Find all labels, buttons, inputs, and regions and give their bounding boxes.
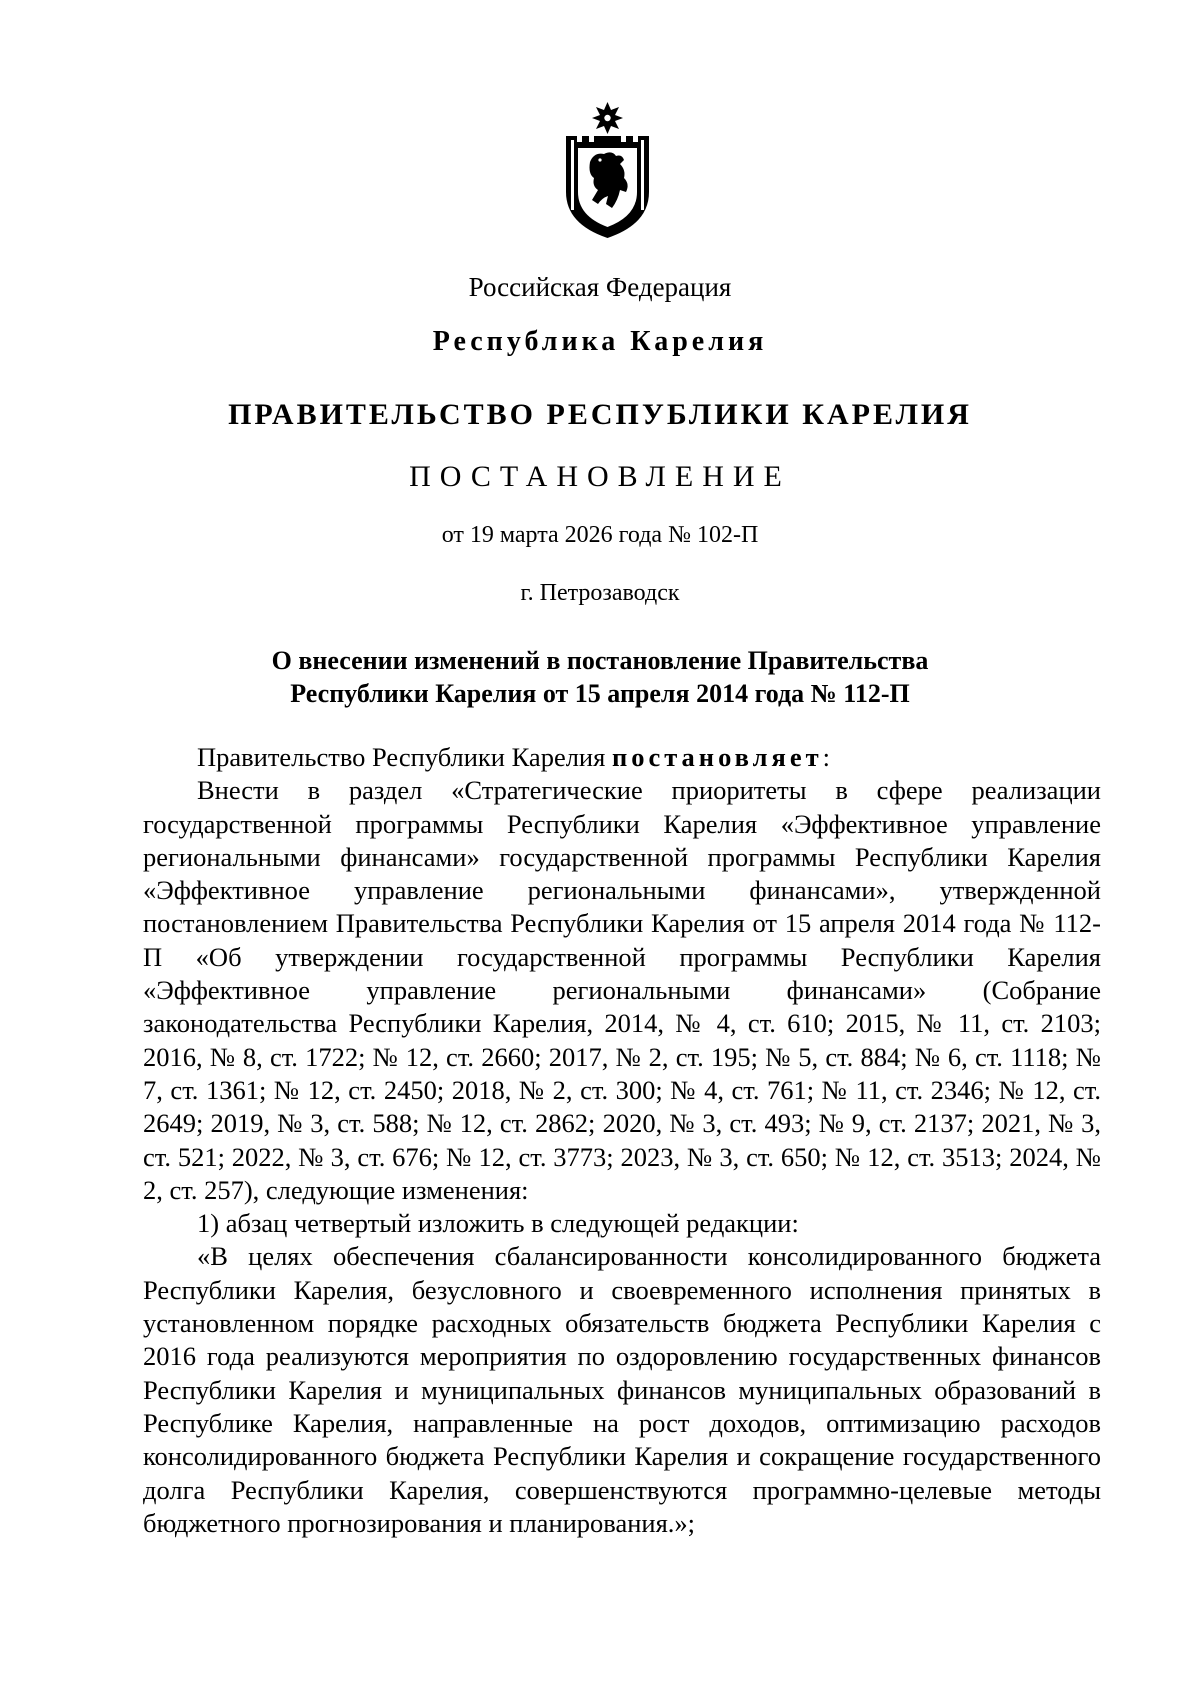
document-date: от 19 марта 2026 года № 102-П <box>441 522 759 548</box>
paragraph-amendment: Внести в раздел «Стратегические приоритеты в сфере реализации государственной программы Республики Карелия «Эффективное управление региональными финансами» государственной программы Республики Карелия «Эффективное управление региональными финансами», утвержденной постановлением Правительства Республики Карелия от 15 апреля 2014 года № 112-П «Об утверждении государственной программы Республики Карелия «Эффективное управление региональными финансами» (Собрание законодательства Республики Карелия, 2014, № 4, ст. 610; 2015, № 11, ст. 2103; 2016, № 8, ст. 1722; № 12, ст. 2660; 2017, № 2, ст. 195; № 5, ст. 884; № 6, ст. 1118; № 7, ст. 1361; № 12, ст. 2450; 2018, № 2, ст. 300; № 4, ст. 761; № 11, ст. 2346; № 12, ст. 2649; 2019, № 3, ст. 588; № 12, ст. 2862; 2020, № 3, ст. 493; № 9, ст. 2137; 2021, № 3, ст. 521; 2022, № 3, ст. 676; № 12, ст. 3773; 2023, № 3, ст. 650; № 12, ст. 3513; 2024, № 2, ст. 257), следующие изменения: <box>143 775 1101 1205</box>
paragraph-new-text: «В целях обеспечения сбалансированности консолидированного бюджета Республики Карелия, безусловного и своевременного исполнения принятых в установленном порядке расходных обязательств бюджета Республики Карелия с 2016 года реализуются мероприятия по оздоровлению государственных финансов Республики Карелия и муниципальных финансов муниципальных образований в Республике Карелия, направленные на рост доходов, оптимизацию расходов консолидированного бюджета Республики Карелия и сокращение государственного долга Республики Карелия, совершенствуются программно-целевые методы бюджетного прогнозирования и планирования.»; <box>143 1241 1101 1538</box>
paragraph-resolves-prefix: Правительство Республики Карелия <box>197 742 612 772</box>
karelia-coat-of-arms-icon <box>560 100 655 240</box>
paragraph-resolves-keyword: постановляет <box>611 742 823 772</box>
paragraph-resolves <box>143 741 1101 774</box>
document-title <box>0 644 1200 710</box>
paragraph-item-1: 1) абзац четвертый изложить в следующей редакции: <box>197 1208 799 1239</box>
document-city: г. Петрозаводск <box>520 580 680 606</box>
document-type: ПОСТАНОВЛЕНИЕ <box>409 460 791 493</box>
government-name: ПРАВИТЕЛЬСТВО РЕСПУБЛИКИ КАРЕЛИЯ <box>228 398 972 431</box>
paragraph-resolves-suffix: : <box>822 742 830 772</box>
republic-name: Республика Карелия <box>432 326 768 357</box>
country-name: Российская Федерация <box>468 272 732 302</box>
document-body <box>143 741 1101 1540</box>
document-title-line-1: О внесении изменений в постановление Правительства <box>271 646 929 675</box>
document-title-line-2: Республики Карелия от 15 апреля 2014 года № 112-П <box>290 679 910 708</box>
